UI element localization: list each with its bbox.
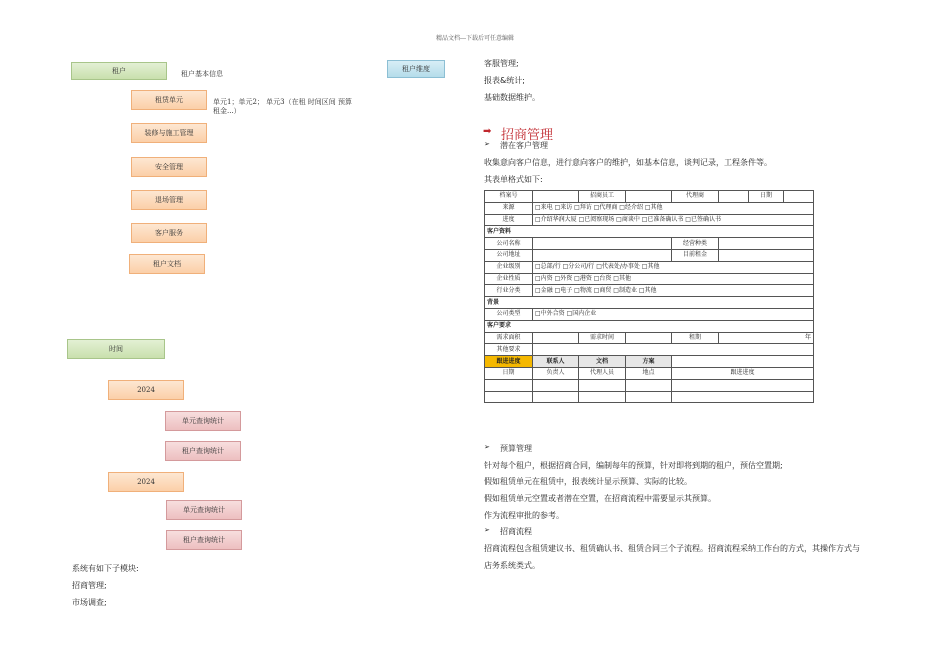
table-cell: 代理人员: [579, 367, 626, 379]
item-box: 客户服务: [131, 223, 207, 243]
table-header: 跟进进度: [485, 356, 533, 368]
table-cell: [533, 191, 579, 203]
table-row: [485, 191, 814, 203]
table-cell: 年: [719, 332, 814, 344]
table-row: [485, 297, 814, 309]
table-row: [485, 320, 814, 332]
table-cell: [672, 356, 814, 368]
table-cell: [626, 391, 672, 403]
tenant-note: 租户基本信息: [181, 70, 223, 78]
table-cell: 企业性质: [485, 273, 533, 285]
table-cell: [533, 344, 814, 356]
table-cell: [485, 379, 533, 391]
subheading: 招商流程: [500, 527, 532, 536]
table-cell: [626, 191, 672, 203]
bullet-icon: ➢: [484, 526, 490, 534]
table-cell: [719, 249, 814, 261]
item-box: 退场管理: [131, 190, 207, 210]
table-cell: 招商员工: [579, 191, 626, 203]
table-cell: 经营种类: [672, 238, 719, 250]
table-row: [485, 344, 814, 356]
table-cell: [533, 249, 672, 261]
module-line: 报表&统计;: [484, 76, 525, 85]
table-section: 客户资料: [485, 226, 814, 238]
subheading: 潜在客户管理: [500, 141, 548, 150]
table-cell: □金融 □电子 □物流 □商贸 □制造业 □其他: [533, 285, 814, 297]
table-cell: 目前租金: [672, 249, 719, 261]
table-cell: 进度: [485, 214, 533, 226]
stat-box: 租户查询统计: [165, 441, 241, 461]
tenant-box: 租户: [71, 62, 167, 80]
table-cell: 企业级别: [485, 261, 533, 273]
table-row: [485, 356, 814, 368]
page-header: 精品文档---下载后可任意编辑: [435, 35, 515, 42]
table-cell: [533, 379, 579, 391]
table-section: 客户要求: [485, 320, 814, 332]
table-row: [485, 273, 814, 285]
table-cell: [485, 391, 533, 403]
bullet-icon: ➢: [484, 140, 490, 148]
stat-box: 单元查询统计: [165, 411, 241, 431]
table-cell: [533, 238, 672, 250]
table-header: 联系人: [533, 356, 579, 368]
paragraph: 针对每个租户，根据招商合同，编制每年的预算，针对即将到期的租户，预估空置期;: [484, 461, 783, 470]
table-cell: 地点: [626, 367, 672, 379]
table-cell: 需求面积: [485, 332, 533, 344]
stat-box: 租户查询统计: [166, 530, 242, 550]
bullet-icon: ➢: [484, 443, 490, 451]
table-cell: □内资 □外资 □港资 □台资 □其他: [533, 273, 814, 285]
table-cell: □介绍华润大厦 □已阅察现场 □商谈中 □已准备确认书 □已签确认书: [533, 214, 814, 226]
table-cell: [672, 379, 814, 391]
paragraph: 店务系统类式。: [484, 561, 540, 570]
table-row: [485, 249, 814, 261]
table-cell: 负责人: [533, 367, 579, 379]
table-cell: [579, 379, 626, 391]
unit-note: 单元1；单元2； 单元3（在租 时间区间 预算 租金...）: [213, 98, 353, 115]
table-cell: [719, 191, 749, 203]
section-title: 招商管理: [501, 128, 554, 143]
table-section: 背景: [485, 297, 814, 309]
table-cell: [533, 332, 579, 344]
paragraph: 其表单格式如下:: [484, 175, 543, 184]
table-row: [485, 261, 814, 273]
table-row: [485, 367, 814, 379]
table-cell: 行业分类: [485, 285, 533, 297]
item-box: 租赁单元: [131, 90, 207, 110]
table-row: [485, 332, 814, 344]
table-cell: 档案号: [485, 191, 533, 203]
paragraph: 招商流程包含租赁建议书、租赁确认书、租赁合同三个子流程。招商流程采纳工作台的方式，其操作方式与: [484, 544, 860, 553]
time-box: 时间: [67, 339, 165, 359]
table-cell: 日期: [749, 191, 784, 203]
table-cell: [672, 391, 814, 403]
table-cell: 公司名称: [485, 238, 533, 250]
arrow-right-icon: ➡: [483, 126, 492, 137]
subheading: 预算管理: [500, 444, 532, 453]
paragraph: 作为流程审批的参考。: [484, 511, 564, 520]
module-line: 市场调查;: [72, 598, 107, 607]
module-line: 基础数据维护。: [484, 93, 540, 102]
table-row: [485, 214, 814, 226]
table-cell: [784, 191, 814, 203]
table-cell: □来电 □来访 □拜访 □代理商 □经介绍 □其他: [533, 202, 814, 214]
paragraph: 收集意向客户信息，进行意向客户的维护，如基本信息，谈判记录，工程条件等。: [484, 158, 772, 167]
table-cell: 公司地址: [485, 249, 533, 261]
table-cell: 来源: [485, 202, 533, 214]
table-row: [485, 226, 814, 238]
item-box: 装修与施工管理: [131, 123, 207, 143]
table-row: [485, 202, 814, 214]
table-cell: [579, 391, 626, 403]
customer-form-table: [484, 190, 814, 403]
table-cell: [626, 332, 672, 344]
table-cell: □总部/行 □分公司/行 □代表处/办事处 □其他: [533, 261, 814, 273]
table-cell: [533, 391, 579, 403]
table-cell: 需求时间: [579, 332, 626, 344]
table-cell: [719, 238, 814, 250]
tenant-dimension-box: 租户维度: [387, 60, 445, 78]
year-box: 2024: [108, 472, 184, 492]
module-line: 招商管理;: [72, 581, 107, 590]
table-row: [485, 379, 814, 391]
item-box: 安全管理: [131, 157, 207, 177]
table-cell: [626, 379, 672, 391]
stat-box: 单元查询统计: [166, 500, 242, 520]
table-row: [485, 285, 814, 297]
table-cell: 代理商: [672, 191, 719, 203]
paragraph: 假如租赁单元空置或者潜在空置，在招商流程中需要显示其预算。: [484, 494, 716, 503]
table-cell: 日期: [485, 367, 533, 379]
table-header: 方案: [626, 356, 672, 368]
table-cell: 跟进进度: [672, 367, 814, 379]
table-cell: 租期: [672, 332, 719, 344]
modules-intro: 系统有如下子模块:: [72, 564, 139, 573]
year-box: 2024: [108, 380, 184, 400]
table-row: [485, 308, 814, 320]
table-header: 文档: [579, 356, 626, 368]
table-cell: 公司类型: [485, 308, 533, 320]
table-cell: □中外合资 □国内企业: [533, 308, 814, 320]
table-row: [485, 391, 814, 403]
module-line: 客服管理;: [484, 59, 519, 68]
table-cell: 其他要求: [485, 344, 533, 356]
paragraph: 假如租赁单元在租赁中，报表统计显示预算、实际的比较。: [484, 477, 692, 486]
table-row: [485, 238, 814, 250]
item-box: 租户文档: [129, 254, 205, 274]
